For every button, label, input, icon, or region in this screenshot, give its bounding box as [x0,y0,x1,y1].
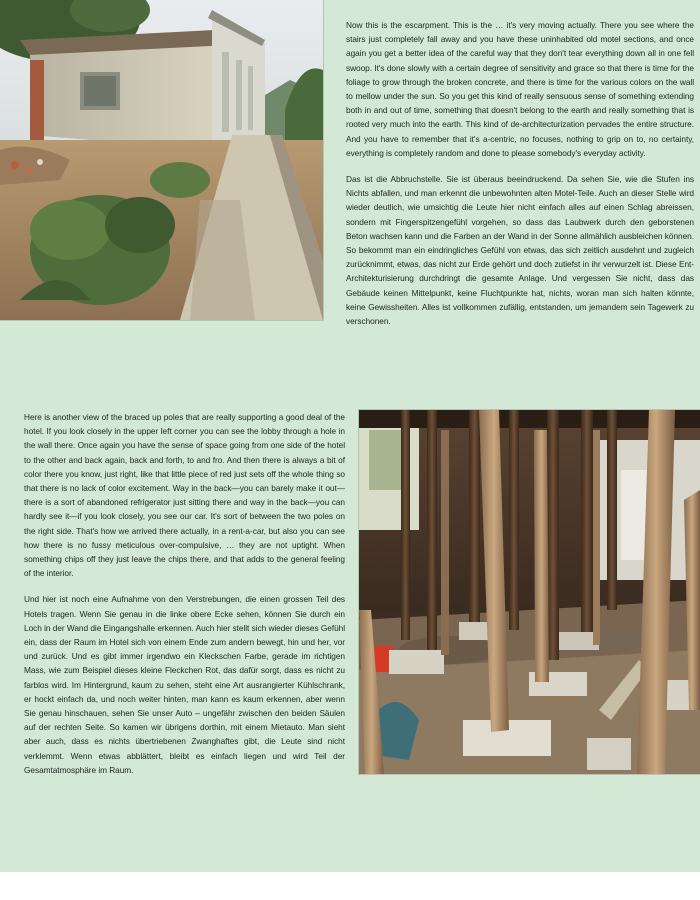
photo-braced-poles-image [359,410,700,774]
paragraph-english-top: Now this is the escarpment. This is the … it's very moving actually. There you see where the stairs just completely fall away and you have these uninhabited old motel sections, and once again you get a better idea of the careful way that they don't tear everything down all in one fell swoop. It's done slowly with a certain degree of sensitivity and grace so that there is time for the foliage to grow through the broken concrete, and there is time for the various colors on the wall to mellow under the sun. So you get this kind of really sensuous sense of something extending both in and out of time, something that doesn't belong to the earth and really something that is rooted very much into the earth. This kind of de-architecturization pervades the entire structure. And you have to remember that it's a-centric, no focuses, nothing to grip on to, no certainty, everything is completely random and done to please somebody's everyday activity. [346,20,694,158]
page-bottom-margin [0,872,700,900]
paragraph-german-bottom: Und hier ist noch eine Aufnahme von den Verstrebungen, die einen grossen Teil des Hotels tragen. Wenn Sie genau in die linke obere Ecke sehen, können Sie durch ein Loch in der Wand die Eingangshalle erkennen. Auch hier stellt sich wieder dieses Gefühl ein, dass der Raum im Hotel sich von einem Ende zum andern bewegt, hin und her, vor und zurück. Und es gibt immer irgendwo ein Kleckschen Farbe, gerade im richtigen Mass, wie zum Beispiel dieses kleine Fleckchen Rot, das dafür sorgt, dass es nicht zu farblos wird. Im Hintergrund, kaum zu sehen, steht eine Art ausrangierter Kühlschrank, er hockt einfach da, und noch weiter hinten, man kann es kaum erkennen, aber wenn Sie genau hinschauen, sehen Sie unser Auto – ungefähr zwischen den beiden Säulen auf der rechten Seite. So kamen wir übrigens dorthin, mit einem Mietauto. Man sieht aber auch, dass es nichts übertriebenen Zwanghaftes gibt, die Leute sind nicht verklemmt. Wenn etwas abblättert, bleibt es einfach liegen und wird Teil der Gesamtatmosphäre im Raum. [24,594,345,775]
photo-motel-street [0,0,323,320]
photo-motel-street-image [0,0,323,320]
photo-braced-poles [359,410,700,774]
text-column-top [346,18,694,340]
paragraph-german-top: Das ist die Abbruchstelle. Sie ist überaus beeindruckend. Da sehen Sie, wie die Stufen ins Nichts abfallen, und man erkennt die unbewohnten alten Motel-Teile. Auch an dieser Stelle wird wieder deutlich, wie umsichtig die Leute hier nicht einfach alles auf einen Schlag abreissen, sondern mit Fingerspitzengefühl vorgehen, so dass das Laubwerk durch den geborstenen Beton wachsen kann und die Farben an der Wand in der Sonne allmählich ausbleichen können. So bekommt man ein eindringliches Gefühl von etwas, das sich zeitlich ausdehnt und zugleich zurücknimmt, etwas, das nicht zur Erde gehört und doch zutiefst in ihr verwurzelt ist. Diese Ent-Architekturisierung durchdringt die gesamte Anlage. Und vergessen Sie nicht, dass das Gebäude keinen Mittelpunkt, keine Fluchtpunkte hat, nichts, woran man sich halten könnte, keine Gewissheiten. Alles ist vollkommen zufällig, entstanden, um jemandem sein Tagewerk zu verschonen. [346,174,694,327]
text-column-bottom [24,410,345,789]
paragraph-english-bottom: Here is another view of the braced up poles that are really supporting a good deal of the hotel. If you look closely in the upper left corner you can see the lobby through a hole in the wall there. Once again you have the sense of space going from one side of the hotel to the other and back again, back and forth, to and fro. And then there is always a bit of color there you know, just right, like that little piece of red just sets off the whole thing so that there is no lack of color excitement. Way in the back—you can barely make it out—there is a sort of abandoned refrigerator just sitting there and way in the back—you can hardly see it—if you look closely, you see our car. It's sort of between the two poles on the right side. That's how we arrived there actually, in a rent-a-car, but also you can see how there is no fussy meticulous over-compulsive, … they are not uptight. When something chips off they just leave the chips there, and that adds to the general feeling of the interior. [24,412,345,579]
